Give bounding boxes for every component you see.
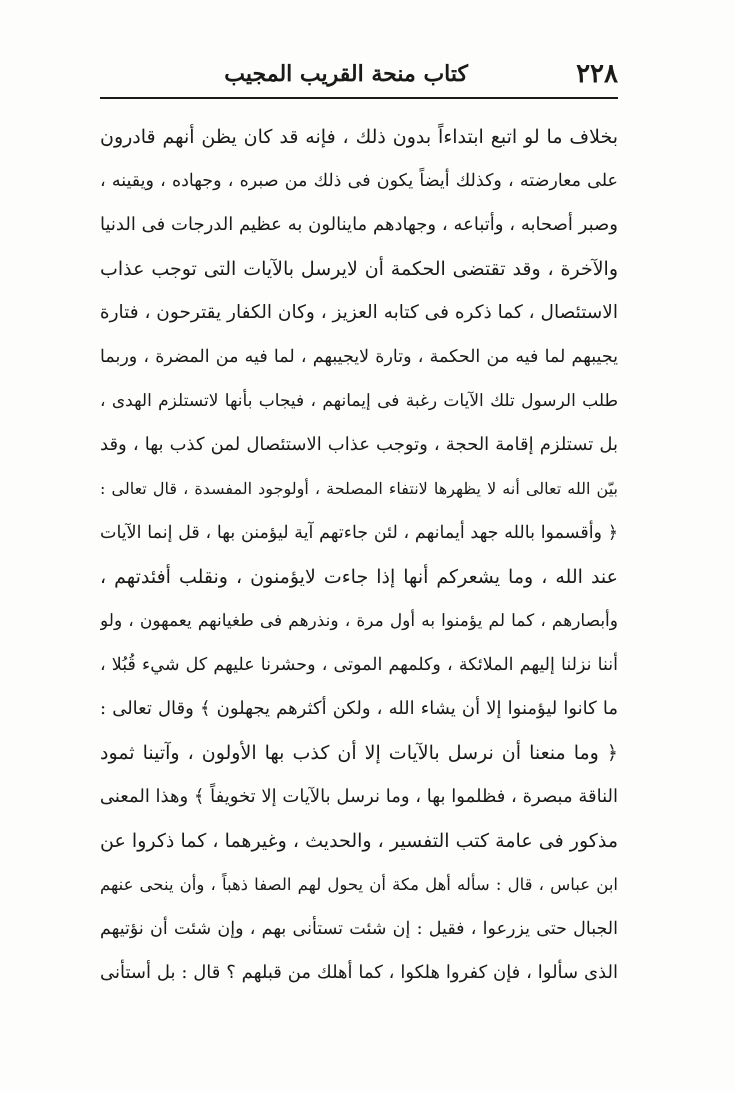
quran-verse-line: الناقة مبصرة ، فظلموا بها ، وما نرسل بالآيات إلا تخويفاً ﴾ وهذا المعنى xyxy=(100,786,618,807)
quran-verse-line: عند الله ، وما يشعركم أنها إذا جاءت لايؤمنون ، ونقلب أفئدتهم ، xyxy=(100,566,618,588)
text-line: بل تستلزم إقامة الحجة ، وتوجب عذاب الاستئصال لمن كذب بها ، وقد xyxy=(100,434,618,455)
text-line: طلب الرسول تلك الآيات رغبة فى إيمانهم ، فيجاب بأنها لاتستلزم الهدى ، xyxy=(100,391,618,411)
quran-verse-line: ما كانوا ليؤمنوا إلا أن يشاء الله ، ولكن أكثرهم يجهلون ﴾ وقال تعالى : xyxy=(100,698,618,719)
text-line: على معارضته ، وكذلك أيضاً يكون فى ذلك من صبره ، وجهاده ، ويقينه ، xyxy=(100,171,618,191)
text-line: الجبال حتى يزرعوا ، فقيل : إن شئت تستأنى بهم ، وإن شئت أن نؤتيهم xyxy=(100,919,618,939)
text-line: والآخرة ، وقد تقتضى الحكمة أن لايرسل بالآيات التى توجب عذاب xyxy=(100,258,618,280)
page-number: ٢٢٨ xyxy=(576,59,618,89)
quran-verse-line: وأبصارهم ، كما لم يؤمنوا به أول مرة ، ونذرهم فى طغيانهم يعمهون ، ولو xyxy=(100,611,618,631)
text-line: الاستئصال ، كما ذكره فى كتابه العزيز ، وكان الكفار يقترحون ، فتارة xyxy=(100,302,618,323)
text-line: وصبر أصحابه ، وأتباعه ، وجهادهم ماينالون به عظيم الدرجات فى الدنيا xyxy=(100,214,618,235)
quran-verse-line: أننا نزلنا إليهم الملائكة ، وكلمهم الموتى ، وحشرنا عليهم كل شيء قُبُلا ، xyxy=(100,655,618,675)
header-rule xyxy=(100,97,618,99)
quran-verse-line: ﴿ وما منعنا أن نرسل بالآيات إلا أن كذب بها الأولون ، وآتينا ثمود xyxy=(100,742,618,764)
quran-verse-line: ﴿ وأقسموا بالله جهد أيمانهم ، لئن جاءتهم آية ليؤمنن بها ، قل إنما الآيات xyxy=(100,523,618,543)
running-title: كتاب منحة القريب المجيب xyxy=(224,61,468,87)
page-header xyxy=(100,56,618,92)
text-line: بيّن الله تعالى أنه لا يظهرها لانتفاء المصلحة ، أولوجود المفسدة ، قال تعالى : xyxy=(100,479,618,498)
text-line: بخلاف ما لو اتبع ابتداءاً بدون ذلك ، فإنه قد كان يظن أنهم قادرون xyxy=(100,126,618,148)
body-text xyxy=(100,115,618,995)
text-line: يجيبهم لما فيه من الحكمة ، وتارة لايجيبهم ، لما فيه من المضرة ، وربما xyxy=(100,347,618,367)
text-line: الذى سألوا ، فإن كفروا هلكوا ، كما أهلك من قبلهم ؟ قال : بل أستأنى xyxy=(100,962,618,983)
text-line: مذكور فى عامة كتب التفسير ، والحديث ، وغيرهما ، كما ذكروا عن xyxy=(100,830,618,852)
text-line: ابن عباس ، قال : سأله أهل مكة أن يحول لهم الصفا ذهباً ، وأن ينحى عنهم xyxy=(100,875,618,894)
